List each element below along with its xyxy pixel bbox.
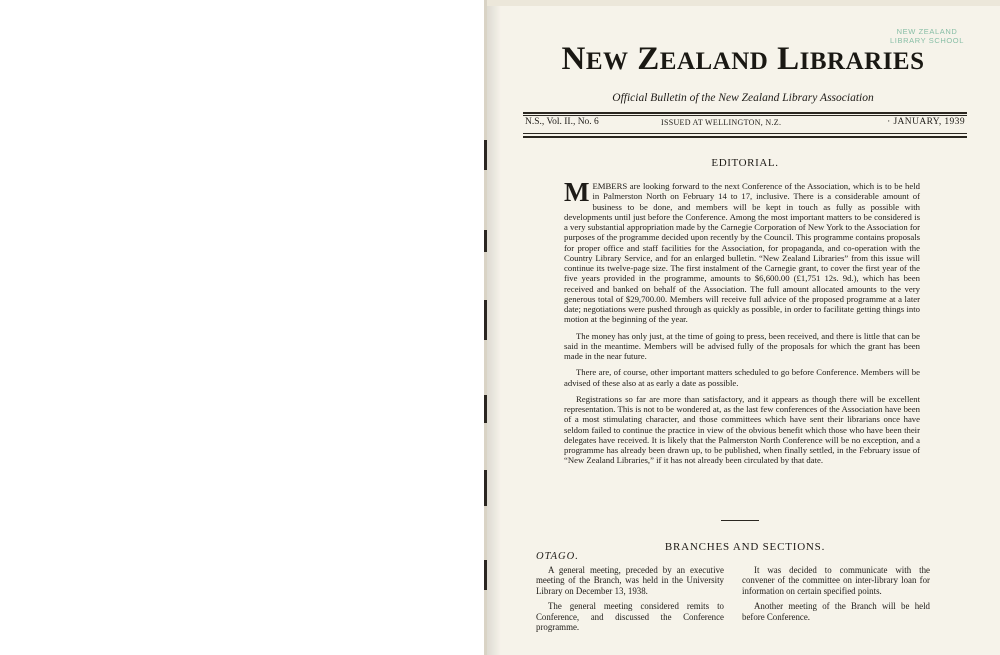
- drop-cap: M: [564, 177, 590, 207]
- branch-paragraph: Another meeting of the Branch will be held before Conference.: [742, 601, 930, 622]
- editorial-paragraph: The money has only just, at the time of going to press, been received, and there is little that can be said in the meantime. Members will be advised fully of the proposals for which the grant has been made in the near future.: [564, 330, 920, 361]
- otago-subheading: OTAGO.: [536, 551, 579, 562]
- branches-heading: BRANCHES AND SECTIONS.: [664, 541, 826, 553]
- issued-at: ISSUED AT WELLINGTON, N.Z.: [661, 118, 782, 127]
- branch-paragraph: It was decided to communicate with the convener of the committee on inter-library loan for information on certain specified points.: [742, 565, 930, 596]
- blank-left-page: [0, 0, 486, 655]
- editorial-paragraph: Registrations so far are more than satisfactory, and it appears as though there will be excellent representation. This is not to be wondered at, as the last few conferences of the Association have been of a most stimulating character, and those committees which have sent their librarians once have seldom failed to continue the practice in view of the obvious benefit which those who have been their delegates have received. It is likely that the Palmerston North Conference will be no exception, and a programme has already been drawn up, to be published, when finally settled, in the February issue of “New Zealand Libraries,” if it has not already been circulated by that date.: [564, 393, 920, 466]
- issue-date: · JANUARY, 1939: [887, 117, 965, 127]
- volume-number: N.S., Vol. II., No. 6: [525, 117, 599, 127]
- stamp-line-1: NEW ZEALAND: [896, 27, 958, 36]
- top-thin-rule: [523, 115, 967, 116]
- issue-bottom-rule: [523, 133, 967, 134]
- branch-paragraph: A general meeting, preceded by an executive meeting of the Branch, was held in the University Library on December 13, 1938.: [536, 565, 724, 596]
- masthead-subtitle: Official Bulletin of the New Zealand Library Association: [612, 92, 874, 104]
- masthead-title: NEW ZEALAND LIBRARIES: [561, 41, 925, 77]
- section-divider: [721, 520, 759, 521]
- stamp-line-2: LIBRARY SCHOOL: [890, 36, 964, 45]
- branches-left-column: [536, 565, 724, 637]
- page-top-edge: [487, 0, 1000, 6]
- editorial-paragraph: There are, of course, other important matters scheduled to go before Conference. Members will be advised of these also at as early a date as possible.: [564, 367, 920, 388]
- editorial-paragraph: MEMBERS are looking forward to the next Conference of the Association, which is to be held in Palmerston North on February 14 to 17, inclusive. There is a considerable amount of business to be done, and members will be kept in touch as fully as possible with developments until just before the Conference. Among the most important matters to be considered is a very substantial appropriation made by the Carnegie Corporation of New York to the Association for purposes of the programme decided upon recently by the Council. This programme contains proposals for proper office and staff facilities for the Association, for propaganda, and co-operation with the Country Library Service, and for an enlarged bulletin. “New Zealand Libraries” from this issue will continue its twelve-page size. The first instalment of the Carnegie grant, to cover the first year of the five years provided in the programme, amounts to $6,600.00 (£1,751 12s. 9d.), which has been received and banked on behalf of the Association. The full amount allocated amounts to the very generous total of $29,700.00. Members will receive full advice of the proposed programme at a later date; negotiations were pushed through as quickly as possible, in order to facilitate getting things into motion at the beginning of the year.: [564, 177, 920, 325]
- top-double-rule: [523, 112, 967, 114]
- editorial-body: [564, 177, 920, 472]
- branches-right-column: [742, 565, 930, 627]
- editorial-heading: EDITORIAL.: [711, 157, 779, 169]
- page-shadow: [487, 0, 501, 655]
- branch-paragraph: The general meeting considered remits to Conference, and discussed the Conference programme.: [536, 601, 724, 633]
- bulletin-page: [487, 0, 1000, 655]
- issue-line: [523, 117, 967, 131]
- issue-bottom-double-rule: [523, 136, 967, 138]
